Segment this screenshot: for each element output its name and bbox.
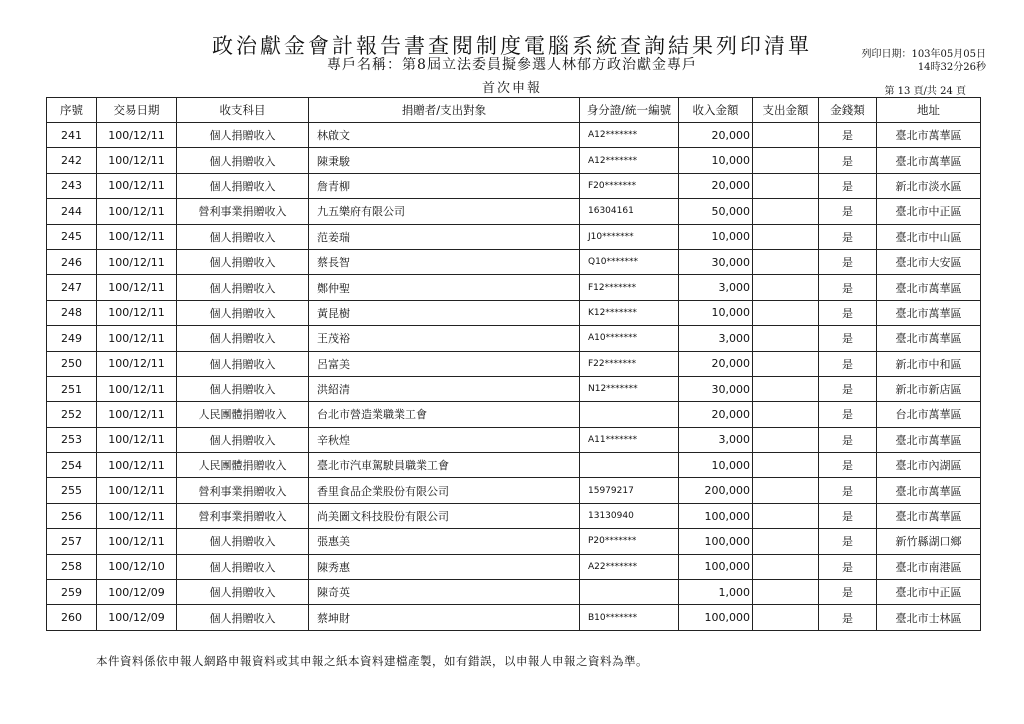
cell-category: 個人捐贈收入	[177, 224, 309, 249]
cell-date: 100/12/11	[97, 453, 177, 478]
header-col-income: 收入金額	[679, 98, 753, 123]
cell-cash: 是	[819, 148, 877, 173]
cell-date: 100/12/11	[97, 275, 177, 300]
cell-expense	[753, 351, 819, 376]
cell-expense	[753, 249, 819, 274]
cell-category: 營利事業捐贈收入	[177, 478, 309, 503]
cell-income: 10,000	[679, 300, 753, 325]
cell-date: 100/12/11	[97, 326, 177, 351]
table-row	[47, 326, 981, 351]
cell-date: 100/12/11	[97, 351, 177, 376]
table-body	[47, 123, 981, 631]
cell-serial: 247	[47, 275, 97, 300]
cell-income: 30,000	[679, 376, 753, 401]
cell-category: 個人捐贈收入	[177, 351, 309, 376]
cell-cash: 是	[819, 402, 877, 427]
cell-address: 臺北市中山區	[877, 224, 981, 249]
header-col-expense: 支出金額	[753, 98, 819, 123]
table-row	[47, 275, 981, 300]
header-col-address: 地址	[877, 98, 981, 123]
cell-expense	[753, 173, 819, 198]
cell-income: 3,000	[679, 326, 753, 351]
cell-date: 100/12/11	[97, 478, 177, 503]
cell-category: 個人捐贈收入	[177, 376, 309, 401]
cell-date: 100/12/10	[97, 554, 177, 579]
cell-cash: 是	[819, 173, 877, 198]
cell-category: 個人捐贈收入	[177, 173, 309, 198]
cell-cash: 是	[819, 503, 877, 528]
cell-serial: 252	[47, 402, 97, 427]
cell-donor: 黃昆樹	[309, 300, 580, 325]
cell-category: 營利事業捐贈收入	[177, 503, 309, 528]
cell-id: Q10*******	[580, 249, 679, 274]
cell-expense	[753, 376, 819, 401]
cell-expense	[753, 580, 819, 605]
cell-expense	[753, 326, 819, 351]
table-row	[47, 351, 981, 376]
header-col-id: 身分證/統一編號	[580, 98, 679, 123]
cell-address: 臺北市萬華區	[877, 326, 981, 351]
cell-date: 100/12/11	[97, 173, 177, 198]
table-row	[47, 427, 981, 452]
cell-address: 臺北市萬華區	[877, 503, 981, 528]
cell-cash: 是	[819, 199, 877, 224]
table-row	[47, 453, 981, 478]
cell-id: A22*******	[580, 554, 679, 579]
cell-income: 200,000	[679, 478, 753, 503]
table-row	[47, 554, 981, 579]
cell-serial: 242	[47, 148, 97, 173]
cell-expense	[753, 224, 819, 249]
cell-date: 100/12/09	[97, 605, 177, 630]
footer-note: 本件資料係依申報人網路申報資料或其申報之紙本資料建檔產製，如有錯誤，以申報人申報之資料為準。	[96, 654, 648, 668]
cell-date: 100/12/11	[97, 300, 177, 325]
print-date: 列印日期：103年05月05日	[861, 49, 986, 60]
donation-table	[46, 97, 981, 631]
cell-expense	[753, 123, 819, 148]
cell-serial: 241	[47, 123, 97, 148]
cell-serial: 249	[47, 326, 97, 351]
table-row	[47, 199, 981, 224]
filing-type: 首次申報	[481, 81, 542, 96]
cell-id: 16304161	[580, 199, 679, 224]
cell-id: F22*******	[580, 351, 679, 376]
cell-category: 個人捐贈收入	[177, 554, 309, 579]
cell-expense	[753, 503, 819, 528]
table-row	[47, 605, 981, 630]
table-row	[47, 529, 981, 554]
cell-donor: 九五樂府有限公司	[309, 199, 580, 224]
table-row	[47, 300, 981, 325]
cell-cash: 是	[819, 453, 877, 478]
table-header-row	[47, 98, 981, 123]
cell-serial: 260	[47, 605, 97, 630]
cell-date: 100/12/11	[97, 376, 177, 401]
cell-category: 個人捐贈收入	[177, 123, 309, 148]
cell-income: 20,000	[679, 402, 753, 427]
cell-donor: 尚美圖文科技股份有限公司	[309, 503, 580, 528]
table-row	[47, 224, 981, 249]
cell-category: 個人捐贈收入	[177, 427, 309, 452]
cell-income: 100,000	[679, 529, 753, 554]
cell-address: 臺北市南港區	[877, 554, 981, 579]
cell-expense	[753, 300, 819, 325]
cell-serial: 254	[47, 453, 97, 478]
cell-donor: 洪紹清	[309, 376, 580, 401]
cell-income: 50,000	[679, 199, 753, 224]
header-col-donor: 捐贈者/支出對象	[309, 98, 580, 123]
cell-donor: 蔡坤財	[309, 605, 580, 630]
cell-serial: 255	[47, 478, 97, 503]
cell-income: 20,000	[679, 173, 753, 198]
cell-id: 13130940	[580, 503, 679, 528]
cell-income: 10,000	[679, 224, 753, 249]
cell-expense	[753, 453, 819, 478]
cell-expense	[753, 275, 819, 300]
cell-category: 個人捐贈收入	[177, 580, 309, 605]
cell-expense	[753, 529, 819, 554]
header-col-serial: 序號	[47, 98, 97, 123]
cell-expense	[753, 478, 819, 503]
cell-income: 100,000	[679, 503, 753, 528]
cell-id: A12*******	[580, 123, 679, 148]
cell-category: 個人捐贈收入	[177, 300, 309, 325]
cell-serial: 251	[47, 376, 97, 401]
cell-income: 100,000	[679, 554, 753, 579]
cell-donor: 陳秀惠	[309, 554, 580, 579]
cell-id	[580, 580, 679, 605]
cell-donor: 張惠美	[309, 529, 580, 554]
cell-expense	[753, 605, 819, 630]
cell-category: 個人捐贈收入	[177, 605, 309, 630]
cell-id: K12*******	[580, 300, 679, 325]
cell-address: 臺北市萬華區	[877, 478, 981, 503]
cell-date: 100/12/11	[97, 402, 177, 427]
cell-category: 個人捐贈收入	[177, 326, 309, 351]
cell-date: 100/12/11	[97, 148, 177, 173]
cell-donor: 王茂裕	[309, 326, 580, 351]
cell-id	[580, 453, 679, 478]
cell-category: 個人捐贈收入	[177, 275, 309, 300]
cell-address: 新北市中和區	[877, 351, 981, 376]
cell-cash: 是	[819, 376, 877, 401]
cell-id: F12*******	[580, 275, 679, 300]
cell-address: 新竹縣湖口鄉	[877, 529, 981, 554]
cell-serial: 253	[47, 427, 97, 452]
header-col-cash: 金錢類	[819, 98, 877, 123]
cell-address: 臺北市內湖區	[877, 453, 981, 478]
cell-id: A12*******	[580, 148, 679, 173]
cell-address: 臺北市士林區	[877, 605, 981, 630]
cell-serial: 248	[47, 300, 97, 325]
cell-expense	[753, 427, 819, 452]
cell-cash: 是	[819, 249, 877, 274]
cell-donor: 蔡長智	[309, 249, 580, 274]
cell-address: 臺北市萬華區	[877, 300, 981, 325]
cell-id: 15979217	[580, 478, 679, 503]
header-col-category: 收支科目	[177, 98, 309, 123]
cell-income: 1,000	[679, 580, 753, 605]
cell-cash: 是	[819, 554, 877, 579]
cell-cash: 是	[819, 580, 877, 605]
cell-income: 10,000	[679, 453, 753, 478]
print-date-block	[861, 48, 986, 74]
table-row	[47, 503, 981, 528]
page-title: 政治獻金會計報告書查閱制度電腦系統查詢結果列印清單	[212, 34, 812, 58]
table-row	[47, 376, 981, 401]
cell-address: 臺北市萬華區	[877, 148, 981, 173]
cell-donor: 范姜瑞	[309, 224, 580, 249]
cell-donor: 詹青柳	[309, 173, 580, 198]
cell-income: 3,000	[679, 275, 753, 300]
cell-donor: 鄭仲聖	[309, 275, 580, 300]
cell-date: 100/12/11	[97, 199, 177, 224]
table-row	[47, 123, 981, 148]
cell-id	[580, 402, 679, 427]
cell-serial: 256	[47, 503, 97, 528]
cell-donor: 香里食品企業股份有限公司	[309, 478, 580, 503]
table-row	[47, 148, 981, 173]
cell-address: 新北市新店區	[877, 376, 981, 401]
cell-date: 100/12/11	[97, 427, 177, 452]
cell-id: A11*******	[580, 427, 679, 452]
cell-address: 台北市萬華區	[877, 402, 981, 427]
cell-date: 100/12/11	[97, 123, 177, 148]
cell-cash: 是	[819, 427, 877, 452]
cell-address: 臺北市萬華區	[877, 427, 981, 452]
cell-expense	[753, 148, 819, 173]
cell-address: 臺北市萬華區	[877, 123, 981, 148]
cell-date: 100/12/09	[97, 580, 177, 605]
header-col-date: 交易日期	[97, 98, 177, 123]
cell-donor: 林啟文	[309, 123, 580, 148]
cell-address: 臺北市中正區	[877, 580, 981, 605]
print-time: 14時32分26秒	[917, 62, 986, 73]
cell-cash: 是	[819, 529, 877, 554]
cell-donor: 呂富美	[309, 351, 580, 376]
cell-serial: 246	[47, 249, 97, 274]
cell-serial: 250	[47, 351, 97, 376]
account-name: 專戶名稱：第8屆立法委員擬參選人林郁方政治獻金專戶	[327, 57, 697, 73]
cell-id: N12*******	[580, 376, 679, 401]
cell-donor: 陳奇英	[309, 580, 580, 605]
cell-address: 臺北市中正區	[877, 199, 981, 224]
cell-address: 臺北市大安區	[877, 249, 981, 274]
cell-donor: 臺北市汽車駕駛員職業工會	[309, 453, 580, 478]
cell-date: 100/12/11	[97, 529, 177, 554]
table-row	[47, 249, 981, 274]
cell-cash: 是	[819, 224, 877, 249]
cell-cash: 是	[819, 326, 877, 351]
cell-serial: 258	[47, 554, 97, 579]
cell-cash: 是	[819, 300, 877, 325]
cell-category: 人民團體捐贈收入	[177, 402, 309, 427]
cell-category: 營利事業捐贈收入	[177, 199, 309, 224]
table-row	[47, 173, 981, 198]
cell-category: 個人捐贈收入	[177, 148, 309, 173]
page-indicator: 第 13 頁/共 24 頁	[884, 86, 966, 97]
cell-serial: 259	[47, 580, 97, 605]
cell-id: P20*******	[580, 529, 679, 554]
cell-serial: 244	[47, 199, 97, 224]
cell-address: 新北市淡水區	[877, 173, 981, 198]
cell-expense	[753, 402, 819, 427]
table-row	[47, 580, 981, 605]
cell-id: J10*******	[580, 224, 679, 249]
cell-id: B10*******	[580, 605, 679, 630]
cell-date: 100/12/11	[97, 249, 177, 274]
cell-income: 30,000	[679, 249, 753, 274]
cell-id: F20*******	[580, 173, 679, 198]
cell-address: 臺北市萬華區	[877, 275, 981, 300]
cell-date: 100/12/11	[97, 224, 177, 249]
cell-category: 人民團體捐贈收入	[177, 453, 309, 478]
cell-income: 20,000	[679, 123, 753, 148]
cell-expense	[753, 554, 819, 579]
cell-id: A10*******	[580, 326, 679, 351]
cell-category: 個人捐贈收入	[177, 529, 309, 554]
cell-cash: 是	[819, 605, 877, 630]
cell-cash: 是	[819, 123, 877, 148]
cell-donor: 陳秉駿	[309, 148, 580, 173]
cell-cash: 是	[819, 351, 877, 376]
table-row	[47, 478, 981, 503]
cell-serial: 257	[47, 529, 97, 554]
cell-income: 10,000	[679, 148, 753, 173]
cell-serial: 243	[47, 173, 97, 198]
cell-income: 20,000	[679, 351, 753, 376]
cell-expense	[753, 199, 819, 224]
cell-income: 100,000	[679, 605, 753, 630]
cell-income: 3,000	[679, 427, 753, 452]
cell-donor: 台北市營造業職業工會	[309, 402, 580, 427]
table-row	[47, 402, 981, 427]
cell-cash: 是	[819, 275, 877, 300]
cell-category: 個人捐贈收入	[177, 249, 309, 274]
cell-donor: 辛秋煌	[309, 427, 580, 452]
cell-date: 100/12/11	[97, 503, 177, 528]
cell-serial: 245	[47, 224, 97, 249]
cell-cash: 是	[819, 478, 877, 503]
